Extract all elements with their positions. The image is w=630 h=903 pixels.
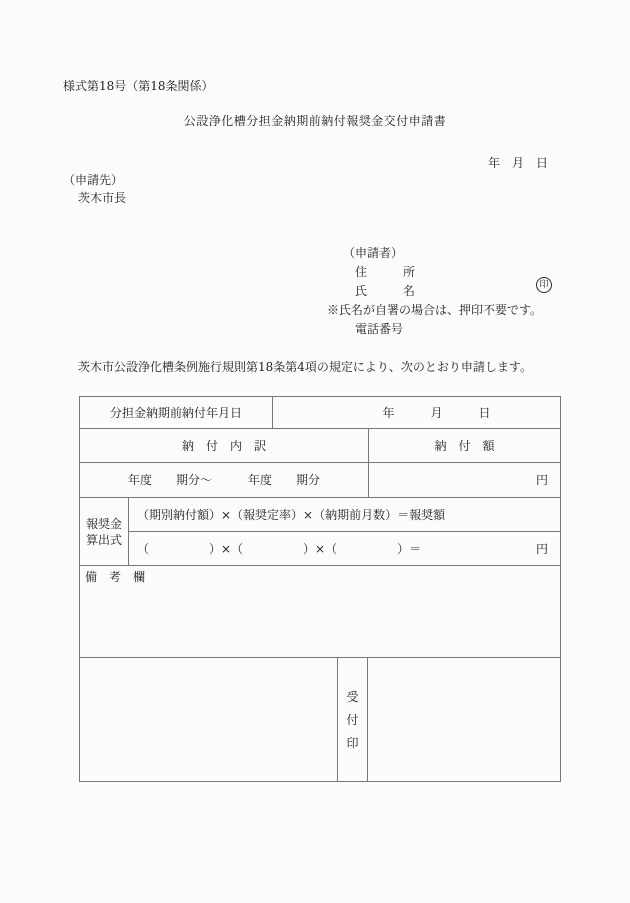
applicant-phone-label: 電話番号: [355, 322, 404, 336]
table-row-period: [80, 463, 560, 498]
prepayment-date-value: 年 月 日: [382, 405, 491, 420]
application-table: [79, 396, 561, 782]
formula-unit: 円: [535, 541, 548, 556]
amount-header: 納 付 額: [434, 438, 495, 453]
formula-blank-row: [129, 532, 560, 565]
receipt-stamp-label: [338, 658, 368, 781]
formula-label: [80, 498, 129, 565]
table-row-remarks: [80, 566, 560, 658]
receipt-stamp-char: 付: [346, 712, 359, 727]
period-text: 年度 期分～ 年度 期分: [80, 463, 369, 497]
formula-cells: [129, 498, 560, 565]
form-number: 様式第18号（第18条関係）: [63, 79, 214, 93]
receipt-stamp-char: 印: [346, 735, 359, 750]
seal-stamp-icon: 印: [536, 277, 552, 293]
table-row-prepayment-date: [80, 397, 560, 429]
receipt-right-cell: [368, 658, 560, 781]
applicant-address-label: 住 所: [355, 265, 416, 279]
applicant-name-label: 氏 名: [355, 284, 416, 298]
formula-blank: （ ）×（ ）×（ ）＝: [137, 541, 422, 556]
recipient-name: 茨木市長: [78, 191, 127, 205]
remarks-label: 備 考 欄: [85, 570, 146, 584]
table-row-headers: [80, 429, 560, 463]
prepayment-date-label: 分担金納期前納付年月日: [80, 397, 273, 428]
table-row-receipt: [80, 658, 560, 781]
recipient-label: （申請先）: [63, 173, 124, 187]
formula-text: （期別納付額）×（報奨定率）×（納期前月数）＝報奨額: [129, 498, 560, 532]
breakdown-header: 納 付 内 訳: [80, 429, 369, 462]
formula-label-line2: 算出式: [85, 532, 122, 547]
page-title: 公設浄化槽分担金納期前納付報奨金交付申請書: [183, 114, 447, 128]
declaration-sentence: 茨木市公設浄化槽条例施行規則第18条第4項の規定により、次のとおり申請します。: [78, 360, 532, 374]
receipt-left-cell: [80, 658, 338, 781]
table-row-formula: [80, 498, 560, 566]
seal-note: ※氏名が自署の場合は、押印不要です。: [327, 303, 543, 317]
formula-label-line1: 報奨金: [85, 516, 122, 531]
applicant-label: （申請者）: [343, 246, 404, 260]
period-unit: 円: [535, 473, 548, 487]
receipt-stamp-char: 受: [346, 689, 359, 704]
date-line: 年 月 日: [488, 156, 549, 170]
